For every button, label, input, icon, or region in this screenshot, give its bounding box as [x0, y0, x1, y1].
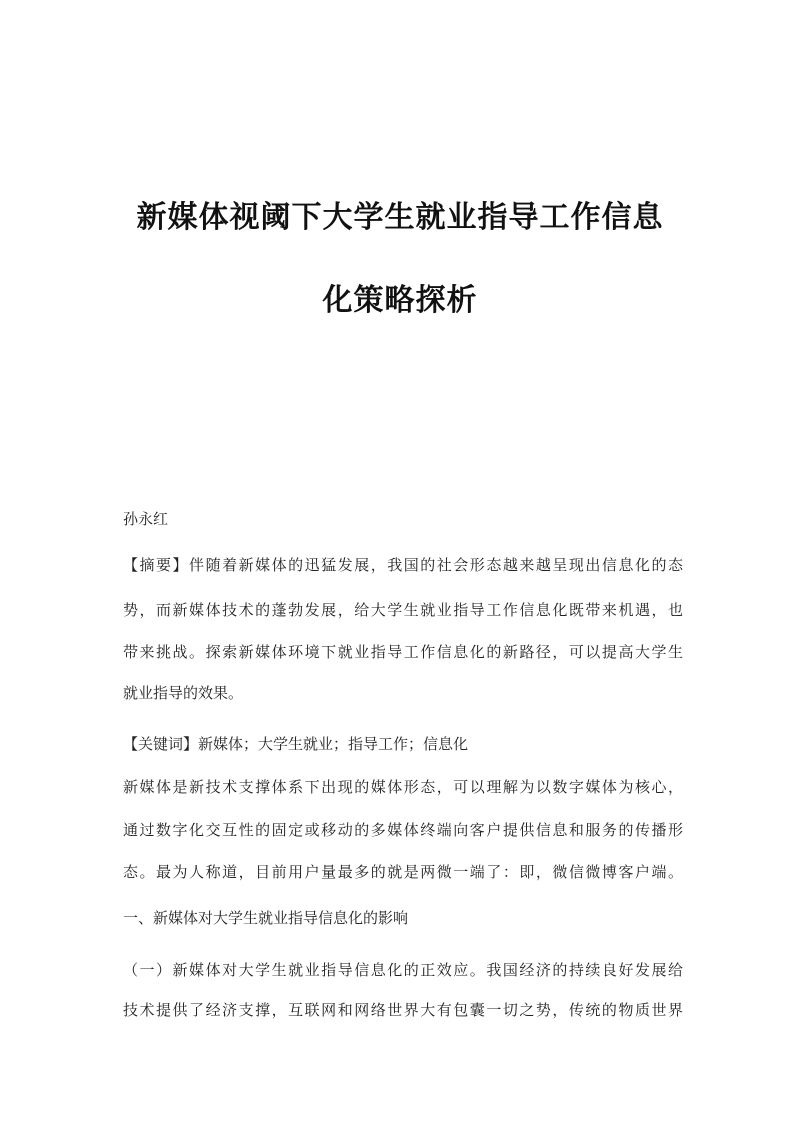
intro-line-2: 通过数字化交互性的固定或移动的多媒体终端向客户提供信息和服务的传播形 — [123, 821, 683, 839]
document-title-line-1: 新媒体视阈下大学生就业指导工作信息 — [136, 200, 664, 235]
subsection-1-line-1: （一）新媒体对大学生就业指导信息化的正效应。我国经济的持续良好发展给 — [123, 961, 683, 979]
keywords-line: 【关键词】新媒体；大学生就业；指导工作；信息化 — [123, 735, 469, 753]
intro-line-1: 新媒体是新技术支撑体系下出现的媒体形态，可以理解为以数字媒体为核心， — [123, 778, 683, 796]
subsection-1-line-2: 技术提供了经济支撑，互联网和网络世界大有包囊一切之势，传统的物质世界 — [123, 1001, 683, 1019]
author-name: 孙永红 — [123, 510, 169, 528]
intro-line-3: 态。最为人称道，目前用户量最多的就是两微一端了：即，微信微博客户端。 — [123, 863, 683, 881]
abstract-line-4: 就业指导的效果。 — [123, 684, 244, 702]
document-title-line-2: 化策略探析 — [322, 283, 478, 318]
abstract-line-2: 势，而新媒体技术的蓬勃发展，给大学生就业指导工作信息化既带来机遇，也 — [123, 601, 683, 619]
abstract-line-1: 【摘要】伴随着新媒体的迅猛发展，我国的社会形态越来越呈现出信息化的态 — [123, 556, 683, 574]
abstract-line-3: 带来挑战。探索新媒体环境下就业指导工作信息化的新路径，可以提高大学生 — [123, 643, 683, 661]
section-heading-1: 一、新媒体对大学生就业指导信息化的影响 — [123, 909, 409, 927]
